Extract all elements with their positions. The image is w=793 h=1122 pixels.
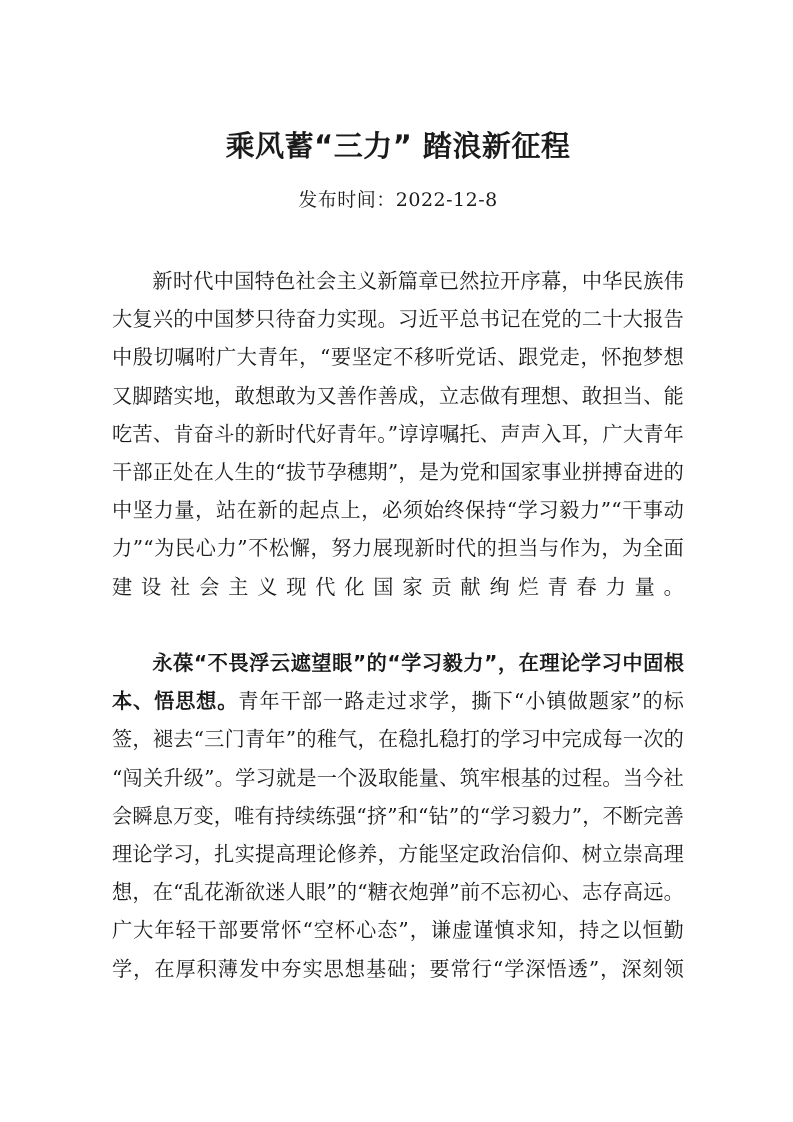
page-title: 乘风蓄“三力” 踏浪新征程	[225, 129, 571, 163]
paragraph-2	[112, 644, 684, 1026]
paragraph-1	[112, 262, 684, 644]
paragraph-2-bold-lead: 永葆“不畏浮云遮望眼”的“学习毅力”，在理论学习中固根本、悟思想。	[112, 651, 684, 714]
publish-date-line: 发布时间：2022-12-8	[298, 189, 498, 211]
document-body	[112, 262, 684, 1026]
paragraph-2-text: 青年干部一路走过求学，撕下“小镇做题家”的标签，褪去“三门青年”的稚气，在稳扎稳打的学习中完成每一次的“闯关升级”。学习就是一个汲取能量、筑牢根基的过程。当今社会瞬息万变，唯有持续练强“挤”和“钻”的“学习毅力”，不断完善理论学习，扎实提高理论修养，方能坚定政治信仰、树立崇高理想，在“乱花渐欲迷人眼”的“糖衣炮弹”前不忘初心、志存高远。广大年轻干部要常怀“空杯心态”，谦虚谨慎求知，持之以恒勤学，在厚积薄发中夯实思想基础；要常行“学深悟透”，深刻领	[112, 689, 684, 981]
paragraph-1-text: 新时代中国特色社会主义新篇章已然拉开序幕，中华民族伟大复兴的中国梦只待奋力实现。习近平总书记在党的二十大报告中殷切嘱咐广大青年，“要坚定不移听党话、跟党走，怀抱梦想又脚踏实地，敢想敢为又善作善成，立志做有理想、敢担当、能吃苦、肯奋斗的新时代好青年。”谆谆嘱托、声声入耳，广大青年干部正处在人生的“拔节孕穗期”，是为党和国家事业拼搏奋进的中坚力量，站在新的起点上，必须始终保持“学习毅力”“干事动力”“为民心力”不松懈，努力展现新时代的担当与作为，为全面建设社会主义现代化国家贡献绚烂青春力量。	[112, 269, 684, 599]
